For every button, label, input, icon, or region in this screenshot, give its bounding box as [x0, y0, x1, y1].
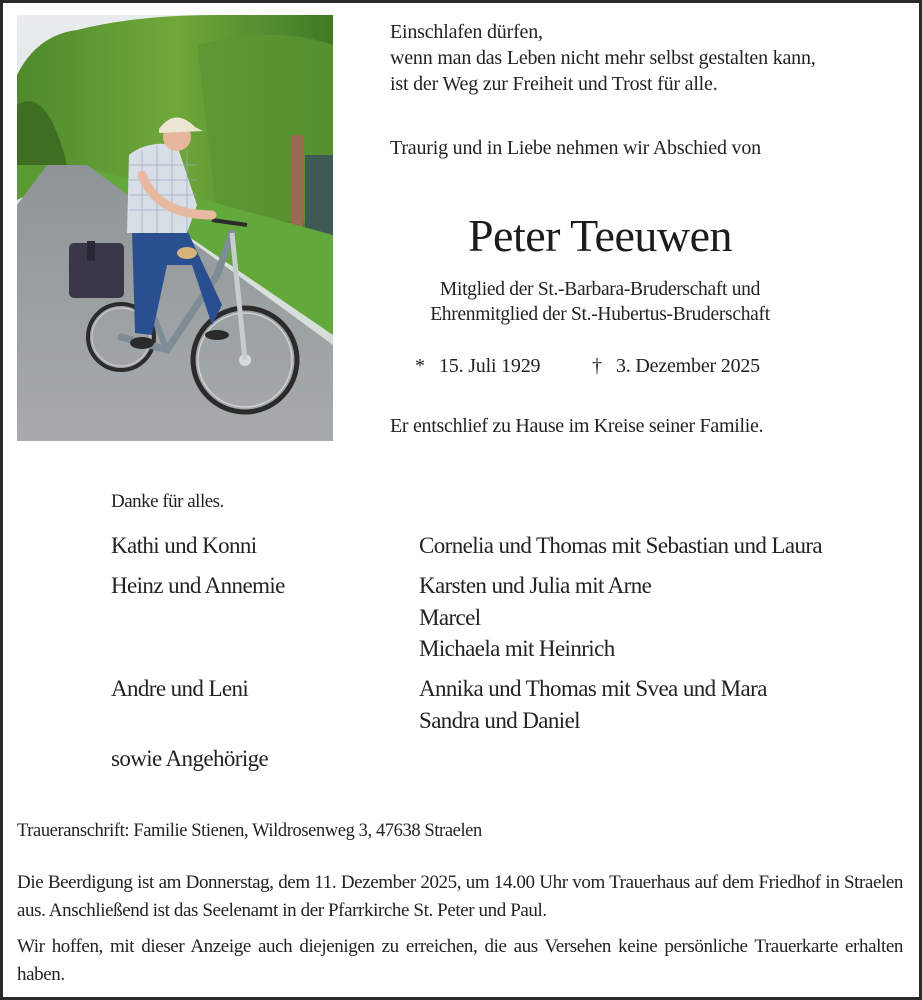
family-member-left: Kathi und Konni: [111, 533, 257, 558]
family-line: Michaela mit Heinrich: [419, 636, 615, 661]
cyclist-photo-illustration: [17, 15, 333, 441]
poem-line: ist der Weg zur Freiheit und Trost für alle.: [390, 73, 718, 95]
thanks-text: Danke für alles.: [111, 491, 224, 512]
mourning-address: Traueranschrift: Familie Stienen, Wildrosenweg 3, 47638 Straelen: [17, 821, 482, 841]
membership-line: Ehrenmitglied der St.-Hubertus-Bruderschaft: [430, 304, 770, 325]
death-date: 3. Dezember 2025: [616, 355, 760, 377]
birth-asterisk-icon: *: [415, 355, 425, 377]
birth-date-line: [415, 355, 540, 378]
poem: [390, 19, 816, 97]
poem-line: wenn man das Leben nicht mehr selbst gestalten kann,: [390, 47, 816, 69]
deceased-name: Peter Teeuwen: [467, 210, 733, 261]
closing-note: Wir hoffen, mit dieser Anzeige auch diejenigen zu erreichen, die aus Versehen keine persönliche Trauerkarte erhalten haben.: [17, 936, 903, 985]
membership-line: Mitglied der St.-Barbara-Bruderschaft und: [439, 279, 761, 300]
death-date-line: [592, 355, 760, 378]
family-member-right: [419, 570, 651, 665]
family-line: Annika und Thomas mit Svea und Mara: [419, 676, 767, 701]
death-cross-icon: †: [592, 355, 602, 377]
birth-date: 15. Juli 1929: [439, 355, 541, 377]
family-member-right: [419, 673, 767, 736]
memberships: [390, 277, 810, 327]
passing-text: Er entschlief zu Hause im Kreise seiner Familie.: [390, 415, 764, 437]
farewell-intro: Traurig und in Liebe nehmen wir Abschied von: [390, 137, 761, 159]
family-member-left: Heinz und Annemie: [111, 573, 285, 598]
poem-line: Einschlafen dürfen,: [390, 21, 543, 43]
family-line: Marcel: [419, 604, 481, 630]
family-member-left: Andre und Leni: [111, 676, 249, 701]
relatives-text: sowie Angehörige: [111, 746, 269, 771]
family-line: Karsten und Julia mit Arne: [419, 573, 652, 598]
family-line: Sandra und Daniel: [419, 707, 580, 733]
funeral-info: Die Beerdigung ist am Donnerstag, dem 11. Dezember 2025, um 14.00 Uhr vom Trauerhaus auf dem Friedhof in Straelen aus. Anschließend ist das Seelenamt in der Pfarrkirche St. Peter und Paul.: [17, 872, 903, 921]
deceased-photo: [17, 15, 333, 441]
family-member-right: [419, 530, 822, 562]
family-line: Cornelia und Thomas mit Sebastian und Laura: [419, 533, 823, 558]
